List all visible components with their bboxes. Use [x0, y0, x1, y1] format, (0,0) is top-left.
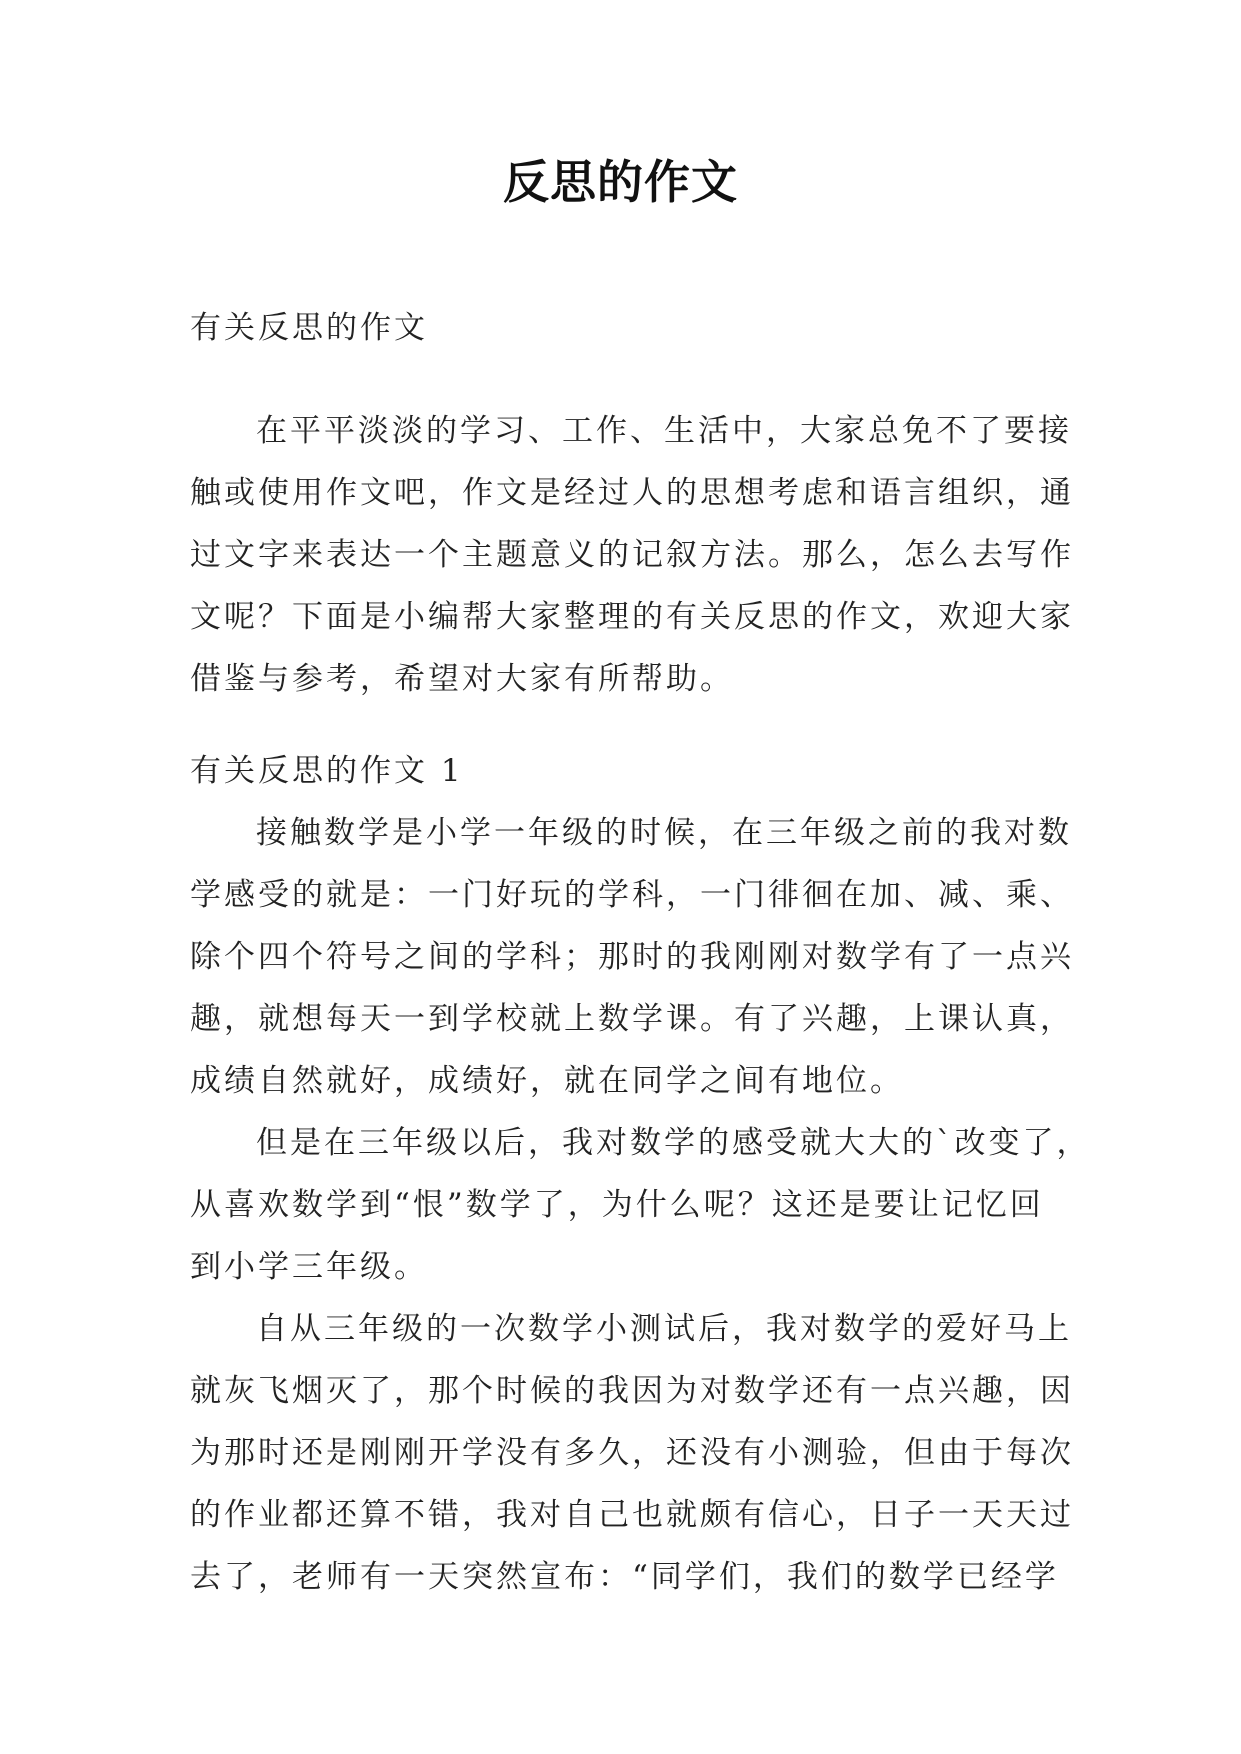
- section-heading: 有关反思的作文 1: [190, 753, 464, 789]
- body-line: 到小学三年级。: [190, 1249, 428, 1285]
- subtitle: 有关反思的作文: [190, 310, 428, 346]
- intro-line: 触或使用作文吧，作文是经过人的思想考虑和语言组织，通: [190, 475, 1074, 511]
- body-paragraphs: [190, 802, 1091, 1608]
- body-line: 趣，就想每天一到学校就上数学课。有了兴趣，上课认真，: [190, 1001, 1074, 1037]
- body-line: 去了，老师有一天突然宣布：“同学们，我们的数学已经学: [190, 1559, 1059, 1595]
- body-line: 为那时还是刚刚开学没有多久，还没有小测验，但由于每次: [190, 1435, 1074, 1471]
- body-line: 除个四个符号之间的学科；那时的我刚刚对数学有了一点兴: [190, 939, 1074, 975]
- body-line: 但是在三年级以后，我对数学的感受就大大的`改变了，: [256, 1125, 1091, 1161]
- section-heading-block: [190, 740, 1050, 802]
- body-line: 成绩自然就好，成绩好，就在同学之间有地位。: [190, 1063, 904, 1099]
- subtitle-block: [190, 297, 1050, 359]
- body-line: 自从三年级的一次数学小测试后，我对数学的爱好马上: [256, 1311, 1072, 1347]
- intro-line: 文呢？下面是小编帮大家整理的有关反思的作文，欢迎大家: [190, 599, 1074, 635]
- document-title: 反思的作文: [503, 155, 738, 209]
- body-line: 学感受的就是：一门好玩的学科，一门徘徊在加、减、乘、: [190, 877, 1074, 913]
- body-line: 从喜欢数学到“恨”数学了，为什么呢？这还是要让记忆回: [190, 1187, 1044, 1223]
- intro-line: 借鉴与参考，希望对大家有所帮助。: [190, 661, 734, 697]
- body-line: 接触数学是小学一年级的时候，在三年级之前的我对数: [256, 815, 1072, 851]
- intro-paragraph: [190, 400, 1074, 710]
- body-line: 就灰飞烟灭了，那个时候的我因为对数学还有一点兴趣，因: [190, 1373, 1074, 1409]
- body-line: 的作业都还算不错，我对自己也就颇有信心，日子一天天过: [190, 1497, 1074, 1533]
- intro-line: 在平平淡淡的学习、工作、生活中，大家总免不了要接: [256, 413, 1072, 449]
- intro-line: 过文字来表达一个主题意义的记叙方法。那么，怎么去写作: [190, 537, 1074, 573]
